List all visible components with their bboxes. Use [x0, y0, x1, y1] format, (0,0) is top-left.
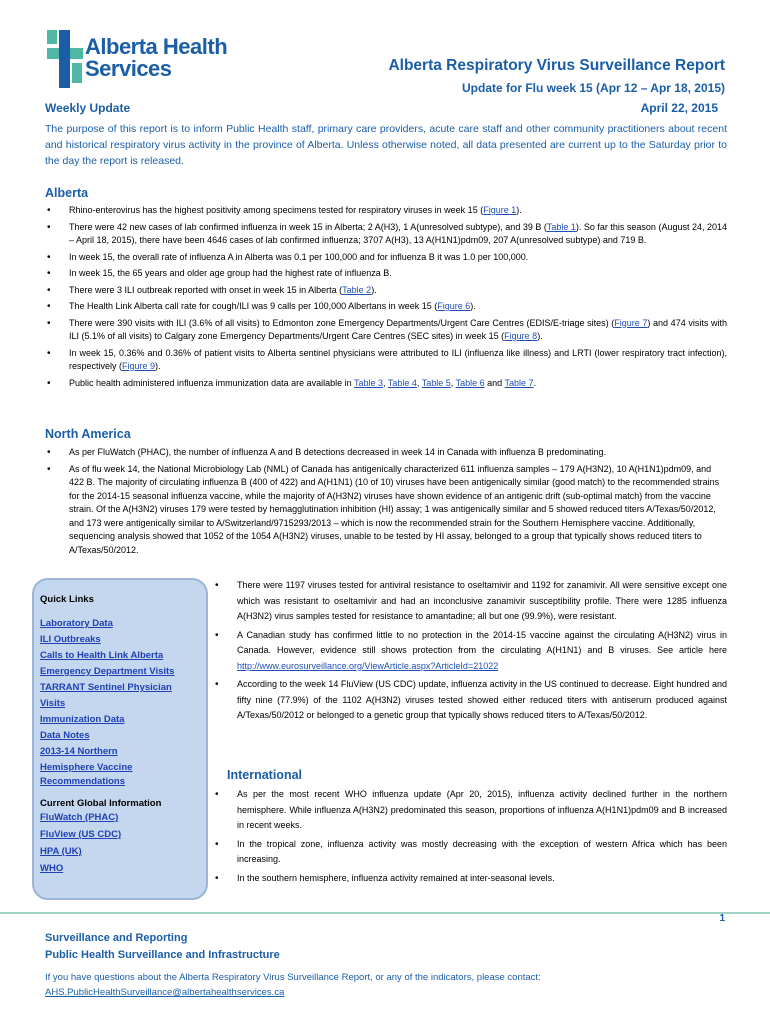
global-link[interactable]: FluView (US CDC)	[40, 829, 122, 840]
global-link[interactable]: HPA (UK)	[40, 846, 82, 857]
quick-link[interactable]: ILI Outbreaks	[40, 634, 101, 645]
quick-link[interactable]: Immunization Data	[40, 714, 125, 725]
ahs-logo	[45, 28, 85, 90]
table-1-link[interactable]: Table 1	[546, 221, 576, 232]
figure-6-link[interactable]: Figure 6	[437, 301, 471, 311]
list-item: • The Health Link Alberta call rate for cough/ILI was 9 calls per 100,000 Albertans in week 15 (Figure 6).	[45, 300, 727, 314]
quick-link[interactable]: Recommendations	[40, 776, 125, 787]
logo-text	[85, 36, 227, 80]
quick-link[interactable]: Data Notes	[40, 730, 90, 741]
footer-department	[45, 930, 280, 964]
quick-link[interactable]: Hemisphere Vaccine	[40, 762, 133, 773]
list-item: • In week 15, the overall rate of influenza A in Alberta was 0.1 per 100,000 and for influenza B it was 1.0 per 100,000.	[45, 251, 727, 265]
table-2-link[interactable]: Table 2	[342, 284, 372, 295]
report-subtitle: Update for Flu week 15 (Apr 12 – Apr 18, 2015)	[462, 81, 725, 95]
list-item: • There were 1197 viruses tested for antiviral resistance to oseltamivir and 1192 for zanamivir. All were sensitive except one which was resistant to oseltamivir and had an inconclusive zanamivir susceptibility profile. There were 1285 influenza A(H3N2) virus samples tested for resistance to amantadine; all but one (99.9%), were resistant.	[213, 578, 727, 625]
quick-links-heading: Quick Links	[40, 594, 94, 605]
purpose-paragraph: The purpose of this report is to inform Public Health staff, primary care providers, acute care staff and other community practitioners about recent and historical respiratory virus activity in the province of Alberta. Unless otherwise noted, all data presented are current up to the Saturday prior to the day the report is released.	[45, 123, 727, 167]
figure-1-link[interactable]: Figure 1	[483, 205, 517, 215]
list-item: • There were 42 new cases of lab confirmed influenza in week 15 in Alberta; 2 A(H3), 1 A(unresolved subtype), and 39 B (Table 1). So far this season (August 24, 2014 – April 18, 2015), there have been 4646 cases of lab confirmed influenza; 3707 A(H3), 13 A(H1N1)pdm09, 207 A(unresolved subtype) and 719 B.	[45, 221, 727, 248]
eurosurveillance-link[interactable]: http://www.eurosurveillance.org/ViewArticle.aspx?ArticleId=21022	[237, 660, 499, 671]
table-3-link[interactable]: Table 3	[354, 377, 384, 388]
quick-link[interactable]: Calls to Health Link Alberta	[40, 650, 164, 661]
quick-link[interactable]: TARRANT Sentinel Physician	[40, 682, 172, 693]
figure-8-link[interactable]: Figure 8	[504, 331, 538, 341]
north-america-list	[45, 446, 727, 560]
list-item: • As of flu week 14, the National Microbiology Lab (NML) of Canada has antigenically characterized 611 influenza samples – 179 A(H3N2), 10 A(H1N1)pdm09, and 422 B. The majority of circulating influenza B (400 of 422) and A(H1N1) (10 of 10) viruses have been antigenically similar (good match) to the recommended strains for the 2014-15 seasonal influenza vaccine, while the majority of A(H3N2) viruses have shown evidence of an antigenic drift (sub-optimal match) from the vaccine strain. Of the A(H3N2) viruses 179 were tested by hemagglutination inhibition (HI) assay; 1 was antigenically similar and 5 showed reduced titers A/Texas/50/2012, and 173 were antigenically similar to A/Switzerland/9715293/2013 – which is now the recommended strain for the Southern Hemisphere vaccine. Additionally, sequencing analysis showed that 1052 of the 1054 A(H3N2) viruses, unable to be tested by HI assay, belonged to a group that typically shows reduced titers to A/Texas/50/2012.	[45, 463, 727, 558]
report-title: Alberta Respiratory Virus Surveillance Report	[388, 57, 725, 74]
quick-link[interactable]: Emergency Department Visits	[40, 666, 175, 677]
quick-link[interactable]: Visits	[40, 698, 66, 709]
list-item: • A Canadian study has confirmed little to no protection in the 2014-15 vaccine against the circulating A(H3N2) virus in Canada. However, evidence still shows protection from the circulating A(H1N1) and B viruses. See article here http://www.eurosurveillance.org/ViewArticle.aspx?ArticleId=21022	[213, 628, 727, 675]
list-item: • Public health administered influenza immunization data are available in Table 3, Table 4, Table 5, Table 6 and Table 7.	[45, 377, 727, 391]
international-heading: International	[227, 768, 303, 782]
logo-line-2: Services	[85, 56, 172, 81]
alberta-list	[45, 204, 727, 393]
alberta-heading: Alberta	[45, 186, 89, 200]
global-info-heading: Current Global Information	[40, 798, 162, 809]
list-item: • There were 390 visits with ILI (3.6% of all visits) to Edmonton zone Emergency Departments/Urgent Care Centres (EDIS/E-triage sites) (Figure 7) and 474 visits with ILI (5.1% of all visits) to Calgary zone Emergency Departments/Urgent Care Centres (SEC sites) in week 15 (Figure 8).	[45, 317, 727, 344]
list-item: • In the southern hemisphere, influenza activity remained at inter-seasonal levels.	[213, 871, 727, 887]
footer-line-1: Surveillance and Reporting	[45, 932, 188, 944]
quick-link[interactable]: 2013-14 Northern	[40, 746, 118, 757]
international-list	[213, 787, 727, 889]
north-america-heading: North America	[45, 427, 131, 441]
list-item: • According to the week 14 FluView (US CDC) update, influenza activity in the US continued to decrease. Eight hundred and fifty nine (77.9%) of the 1102 A(H3N2) viruses tested showed either reduced titers with antiserum produced against A/Texas/50/2012 or belonged to a genetic group that typically shows reduced titers to A/Texas/50/2012.	[213, 677, 727, 724]
report-date: April 22, 2015	[640, 101, 718, 115]
page-number: 1	[719, 913, 725, 924]
quick-links-panel	[32, 578, 208, 900]
footer-contact	[45, 970, 541, 1000]
list-item: • In week 15, 0.36% and 0.36% of patient visits to Alberta sentinel physicians were attributed to ILI (influenza like illness) and LRTI (lower respiratory tract infection), respectively (Figure 9).	[45, 347, 727, 374]
weekly-update-label: Weekly Update	[45, 101, 131, 115]
footer-divider	[0, 912, 770, 914]
list-item: • In week 15, the 65 years and older age group had the highest rate of influenza B.	[45, 267, 727, 281]
contact-text: If you have questions about the Alberta Respiratory Virus Surveillance Report, or any of the indicators, please contact:	[45, 972, 541, 983]
list-item: • In the tropical zone, influenza activity was mostly decreasing with the exception of western Africa which has been increasing.	[213, 837, 727, 868]
figure-7-link[interactable]: Figure 7	[614, 317, 648, 328]
north-america-list-2	[213, 578, 727, 727]
list-item: • As per FluWatch (PHAC), the number of influenza A and B detections decreased in week 14 in Canada with influenza B predominating.	[45, 446, 727, 460]
footer-line-2: Public Health Surveillance and Infrastructure	[45, 949, 280, 961]
logo-line-1: Alberta Health	[85, 34, 228, 59]
list-item: • Rhino-enterovirus has the highest positivity among specimens tested for respiratory viruses in week 15 (Figure 1).	[45, 204, 727, 218]
contact-email-link[interactable]: AHS.PublicHealthSurveillance@albertahealthservices.ca	[45, 987, 285, 998]
list-item: • There were 3 ILI outbreak reported with onset in week 15 in Alberta (Table 2).	[45, 284, 727, 298]
ahs-cross-icon	[45, 28, 85, 90]
table-4-link[interactable]: Table 4	[387, 377, 417, 388]
figure-9-link[interactable]: Figure 9	[122, 361, 156, 371]
table-5-link[interactable]: Table 5	[421, 377, 451, 388]
quick-link[interactable]: Laboratory Data	[40, 618, 113, 629]
global-link[interactable]: FluWatch (PHAC)	[40, 812, 119, 823]
list-item: • As per the most recent WHO influenza update (Apr 20, 2015), influenza activity declined further in the northern hemisphere. While influenza A(H3N2) predominated this season, proportions of influenza A(H1N1)pdm09 and B increased in recent weeks.	[213, 787, 727, 834]
table-6-link[interactable]: Table 6	[455, 377, 485, 388]
global-link[interactable]: WHO	[40, 863, 64, 874]
table-7-link[interactable]: Table 7	[504, 377, 534, 388]
